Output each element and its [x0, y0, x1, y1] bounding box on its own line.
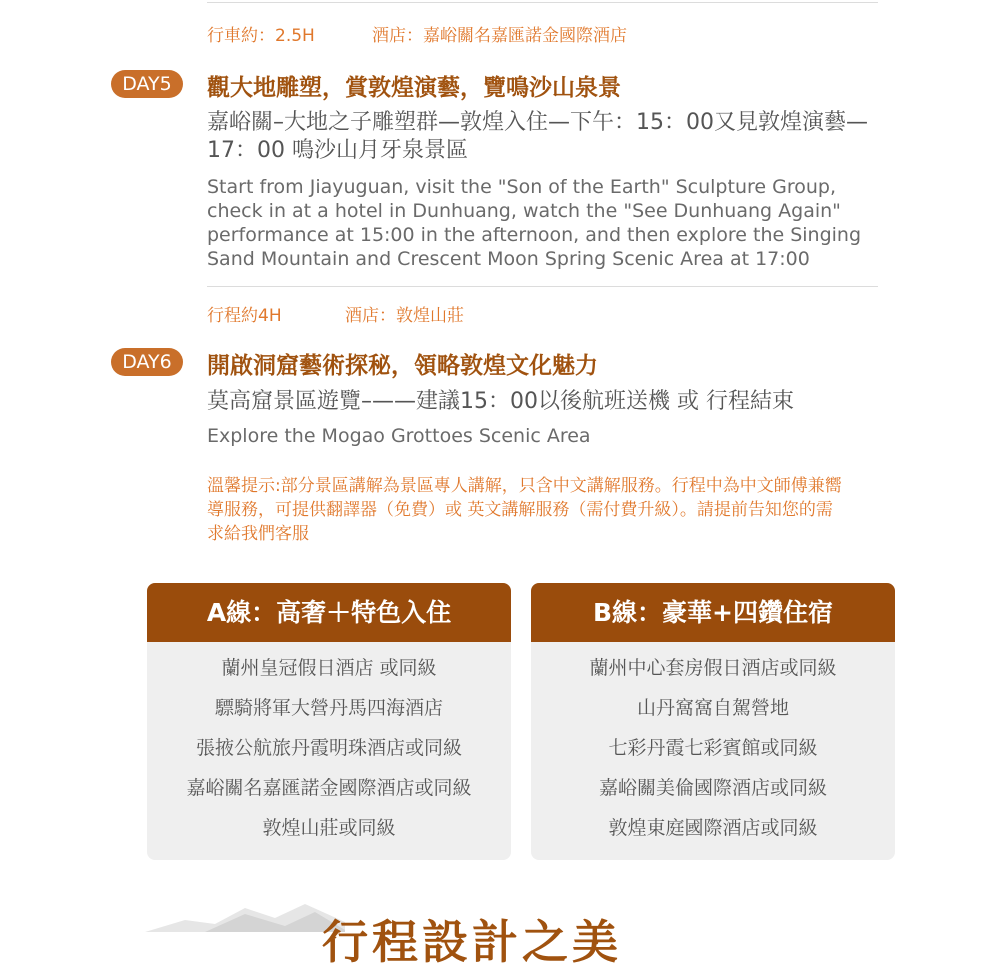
list-item: 嘉峪關美倫國際酒店或同級 [598, 777, 827, 799]
list-item: 驃騎將軍大營丹馬四海酒店 [214, 697, 443, 719]
line-b-title: B線：豪華+四鑽住宿 [531, 583, 895, 642]
list-item: 山丹窩窩自駕營地 [636, 697, 789, 719]
divider-day5 [207, 286, 878, 287]
day6-title: 開啟洞窟藝術探秘，領略敦煌文化魅力 [207, 353, 598, 379]
list-item: 七彩丹霞七彩賓館或同級 [608, 737, 818, 759]
warm-tip: 溫馨提示:部分景區講解為景區專人講解，只含中文講解服務。行程中為中文師傅兼嚮導服務，可提供翻譯器（免費）或 英文講解服務（需付費升級）。請提前告知您的需求給我們客服 [207, 476, 842, 544]
line-b-hotel-list [531, 642, 895, 848]
day5-route-cn: 嘉峪關–大地之子雕塑群—敦煌入住—下午：15：00又見敦煌演藝—17：00 鳴沙山月牙泉景區 [207, 110, 868, 163]
list-item: 敦煌東庭國際酒店或同級 [608, 817, 818, 839]
day4-hotel: 酒店：嘉峪關名嘉匯諾金國際酒店 [372, 26, 627, 46]
day6-route-en: Explore the Mogao Grottoes Scenic Area [207, 425, 591, 447]
day5-badge: DAY5 [111, 70, 183, 98]
list-item: 敦煌山莊或同級 [262, 817, 396, 839]
line-a-title: A線：高奢＋特色入住 [147, 583, 511, 642]
day6-badge: DAY6 [111, 348, 183, 376]
mountain-decoration-icon [145, 900, 345, 932]
line-b-card [531, 583, 895, 860]
day5-title: 觀大地雕塑，賞敦煌演藝，覽鳴沙山泉景 [207, 75, 621, 101]
line-a-hotel-list [147, 642, 511, 848]
day5-hotel: 酒店：敦煌山莊 [345, 306, 464, 326]
list-item: 蘭州皇冠假日酒店 或同級 [221, 657, 437, 679]
day6-route-cn: 莫高窟景區遊覽–——建議15：00以後航班送機 或 行程結束 [207, 389, 794, 414]
line-a-card [147, 583, 511, 860]
day5-drive-time: 行程約4H [207, 306, 282, 326]
day5-route-en: Start from Jiayuguan, visit the "Son of the Earth" Sculpture Group, check in at a hotel in Dunhuang, watch the "See Dunhuang Again" performance at 15:00 in the afternoon, and then explore the Singing Sand Mountain and Crescent Moon Spring Scenic Area at 17:00 [207, 176, 862, 270]
list-item: 嘉峪關名嘉匯諾金國際酒店或同級 [186, 777, 472, 799]
list-item: 張掖公航旅丹霞明珠酒店或同級 [195, 737, 462, 759]
divider-top [207, 2, 878, 3]
day4-drive-time: 行車約：2.5H [207, 26, 315, 46]
section-title-itinerary-design: 行程設計之美 [322, 915, 622, 969]
list-item: 蘭州中心套房假日酒店或同級 [589, 657, 837, 679]
